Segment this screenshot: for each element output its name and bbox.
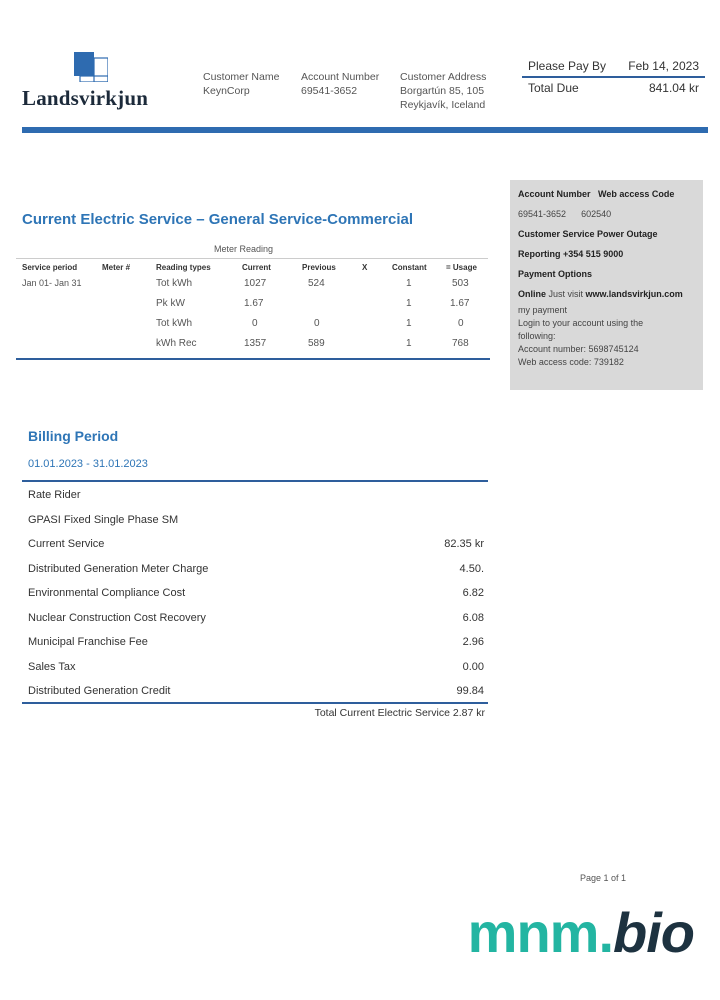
list-item	[22, 508, 488, 533]
row-current: 1.67	[244, 298, 264, 309]
item-label: Sales Tax	[28, 660, 76, 673]
table-row	[16, 294, 488, 314]
side-instructions	[518, 304, 695, 369]
customer-address-block	[400, 70, 486, 112]
list-item	[22, 557, 488, 582]
please-pay-by-value: Feb 14, 2023	[628, 59, 699, 73]
item-value: 4.50.	[459, 562, 484, 575]
company-logo	[22, 52, 162, 112]
row-reading-type: Pk kW	[156, 298, 185, 309]
row-constant: 1	[406, 298, 412, 309]
billing-bottom-rule	[22, 702, 488, 704]
side-values-row	[518, 204, 695, 224]
list-item	[22, 532, 488, 557]
customer-name-label: Customer Name	[203, 71, 280, 83]
list-item	[22, 630, 488, 655]
row-usage: 768	[452, 338, 469, 349]
column-header-x: X	[362, 263, 368, 272]
line-web-access-code: Web access code: 739182	[518, 357, 624, 367]
billing-top-rule	[22, 480, 488, 482]
pay-box	[522, 56, 705, 98]
item-label: Rate Rider	[28, 489, 81, 502]
watermark-part1: mnm.	[467, 901, 614, 964]
row-usage: 503	[452, 278, 469, 289]
item-value: 99.84	[456, 685, 484, 698]
account-info-box	[510, 180, 703, 390]
table-row	[16, 314, 488, 334]
list-item	[22, 655, 488, 680]
service-title: Current Electric Service – General Service-Commercial	[22, 211, 414, 228]
customer-service-line2: Reporting +354 515 9000	[518, 249, 624, 259]
customer-name-block	[203, 70, 279, 98]
item-label: Municipal Franchise Fee	[28, 636, 148, 649]
meter-table	[16, 258, 488, 360]
meter-table-header	[16, 258, 488, 274]
item-value: 6.08	[462, 611, 484, 624]
billing-period-dates: 01.01.2023 - 31.01.2023	[28, 458, 148, 470]
item-value: 82.35 kr	[444, 538, 484, 551]
header-divider	[22, 127, 708, 133]
watermark-part2: bio	[613, 901, 694, 964]
row-constant: 1	[406, 338, 412, 349]
list-item	[22, 483, 488, 508]
item-value: 2.96	[462, 636, 484, 649]
row-reading-type: kWh Rec	[156, 338, 197, 349]
column-header-previous: Previous	[302, 263, 336, 272]
list-item	[22, 606, 488, 631]
item-value: 0.00	[462, 660, 484, 673]
side-header-row	[518, 184, 695, 204]
account-number-block	[301, 70, 379, 98]
line-login: Login to your account using the	[518, 318, 644, 328]
side-web-access-code-label: Web access Code	[598, 189, 675, 199]
row-previous: 524	[308, 278, 325, 289]
online-row	[518, 284, 695, 304]
line-my-payment: my payment	[518, 305, 568, 315]
logo-mark-icon	[74, 52, 108, 82]
list-item	[22, 679, 488, 704]
watermark-logo	[468, 900, 694, 965]
company-name: Landsvirkjun	[22, 86, 149, 110]
total-due-label: Total Due	[528, 81, 579, 95]
list-item	[22, 581, 488, 606]
account-number-label: Account Number	[301, 71, 380, 83]
row-previous: 0	[314, 318, 320, 329]
row-previous: 589	[308, 338, 325, 349]
billing-period-title: Billing Period	[28, 428, 119, 444]
column-header-service-period: Service period	[22, 263, 78, 272]
please-pay-by-label: Please Pay By	[528, 59, 607, 73]
customer-address-line1: Borgartún 85, 105	[400, 85, 485, 97]
meter-table-bottom-rule	[16, 358, 490, 360]
line-following: following:	[518, 331, 556, 341]
table-row	[16, 274, 488, 294]
line-account-number: Account number: 5698745124	[518, 344, 639, 354]
customer-address-line2: Reykjavík, Iceland	[400, 99, 486, 111]
row-reading-type: Tot kWh	[156, 318, 193, 329]
billing-total	[280, 707, 485, 719]
online-text: Just visit	[546, 289, 586, 299]
row-current: 1357	[244, 338, 267, 349]
billing-items	[22, 483, 488, 704]
row-reading-type: Tot kWh	[156, 278, 193, 289]
item-label: GPASI Fixed Single Phase SM	[28, 513, 179, 526]
item-value: 6.82	[462, 587, 484, 600]
column-header-reading-types: Reading types	[156, 263, 211, 272]
customer-service-line1: Customer Service Power Outage	[518, 229, 658, 239]
item-label: Environmental Compliance Cost	[28, 587, 186, 600]
total-due-row	[522, 78, 705, 98]
online-label: Online	[518, 289, 547, 299]
column-header-usage: = Usage	[446, 263, 477, 272]
row-constant: 1	[406, 278, 412, 289]
row-constant: 1	[406, 318, 412, 329]
item-label: Distributed Generation Meter Charge	[28, 562, 209, 575]
column-header-meter: Meter #	[102, 263, 131, 272]
total-due-value: 841.04 kr	[648, 81, 699, 95]
item-label: Current Service	[28, 538, 105, 551]
row-current: 0	[252, 318, 258, 329]
meter-reading-label: Meter Reading	[214, 244, 274, 254]
table-row	[16, 334, 488, 354]
side-web-access-code-value: 602540	[581, 209, 612, 219]
please-pay-by-row	[522, 56, 705, 76]
row-usage: 0	[458, 318, 464, 329]
payment-options-label: Payment Options	[518, 269, 593, 279]
billing-total-value: 2.87 kr	[452, 707, 485, 719]
item-label: Distributed Generation Credit	[28, 685, 171, 698]
side-account-number-value: 69541-3652	[518, 209, 567, 219]
page-number: Page 1 of 1	[580, 873, 627, 883]
customer-name-value: KeynCorp	[203, 85, 250, 97]
row-current: 1027	[244, 278, 267, 289]
column-header-constant: Constant	[392, 263, 427, 272]
item-label: Nuclear Construction Cost Recovery	[28, 611, 206, 624]
column-header-current: Current	[242, 263, 271, 272]
account-number-value: 69541-3652	[301, 85, 358, 97]
billing-total-label: Total Current Electric Service	[314, 707, 450, 719]
customer-address-label: Customer Address	[400, 71, 487, 83]
row-period: Jan 01- Jan 31	[22, 278, 82, 288]
row-usage: 1.67	[450, 298, 470, 309]
side-account-number-label: Account Number	[518, 189, 591, 199]
website-link[interactable]: www.landsvirkjun.com	[585, 289, 683, 299]
